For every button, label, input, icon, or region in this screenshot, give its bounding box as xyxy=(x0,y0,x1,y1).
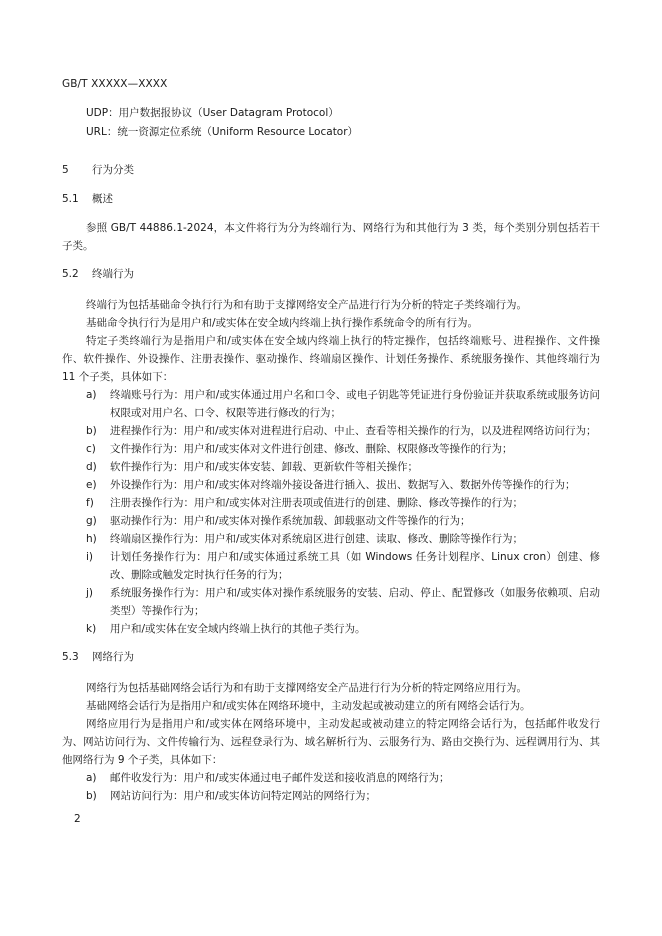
network-behavior-list xyxy=(62,769,600,805)
list-item-text: 软件操作行为：用户和/或实体安装、卸载、更新软件等相关操作； xyxy=(110,461,419,473)
list-item-text: 终端扇区操作行为：用户和/或实体对系统扇区进行创建、读取、修改、删除等操作行为； xyxy=(110,533,524,545)
document-code-header: GB/T XXXXX—XXXX xyxy=(62,78,168,90)
section-number: 5.1 xyxy=(62,193,79,205)
section-title: 行为分类 xyxy=(92,164,134,176)
section-5-2-heading xyxy=(62,265,600,284)
section-title: 终端行为 xyxy=(92,268,134,280)
section-5-1-heading xyxy=(62,190,600,209)
list-item-text: 注册表操作行为：用户和/或实体对注册表项或值进行的创建、删除、修改等操作的行为； xyxy=(110,497,524,509)
list-marker: i) xyxy=(86,551,94,563)
list-marker: f) xyxy=(86,497,94,509)
list-item-text: 用户和/或实体在安全域内终端上执行的其他子类行为。 xyxy=(110,623,366,635)
list-marker: j) xyxy=(86,587,94,599)
list-item-text: 进程操作行为：用户和/或实体对进程进行启动、中止、查看等相关操作的行为，以及进程网络访问行为； xyxy=(110,425,597,437)
list-item-text: 外设操作行为：用户和/或实体对终端外接设备进行插入、拔出、数据写入、数据外传等操作的行为； xyxy=(110,479,576,491)
list-item xyxy=(62,386,600,422)
list-marker: k) xyxy=(86,623,97,635)
page-number: 2 xyxy=(74,813,81,825)
list-item xyxy=(62,494,600,512)
list-item-text: 邮件收发行为：用户和/或实体通过电子邮件发送和接收消息的网络行为； xyxy=(110,772,450,784)
list-item xyxy=(62,584,600,620)
list-marker: d) xyxy=(86,461,97,473)
list-item xyxy=(62,512,600,530)
list-item-text: 网站访问行为：用户和/或实体访问特定网站的网络行为； xyxy=(110,790,377,802)
paragraph: 基础网络会话行为是指用户和/或实体在网络环境中，主动发起或被动建立的所有网络会话行为。 xyxy=(86,700,531,712)
paragraph: 基础命令执行行为是用户和/或实体在安全域内终端上执行操作系统命令的所有行为。 xyxy=(86,317,479,329)
section-title: 概述 xyxy=(92,193,113,205)
paragraph: 特定子类终端行为是指用户和/或实体在安全域内终端上执行的特定操作，包括终端账号、进程操作、文件操作、软件操作、外设操作、注册表操作、驱动操作、终端扇区操作、计划任务操作、系统服务操作、其他终端行为 11 个子类，具体如下： xyxy=(62,335,600,383)
list-marker: c) xyxy=(86,443,96,455)
list-marker: e) xyxy=(86,479,97,491)
paragraph: 网络行为包括基础网络会话行为和有助于支撑网络安全产品进行行为分析的特定网络应用行为。 xyxy=(86,682,527,694)
section-title: 网络行为 xyxy=(92,651,134,663)
list-item xyxy=(62,440,600,458)
section-number: 5.2 xyxy=(62,268,79,280)
paragraph: 网络应用行为是指用户和/或实体在网络环境中，主动发起或被动建立的特定网络会话行为，包括邮件收发行为、网站访问行为、文件传输行为、远程登录行为、域名解析行为、云服务行为、路由交换行为、远程调用行为、其他网络行为 9 个子类，具体如下： xyxy=(62,718,600,766)
section-number: 5.3 xyxy=(62,651,79,663)
page-content xyxy=(62,104,600,805)
section-5-3-heading xyxy=(62,648,600,667)
list-item-text: 计划任务操作行为：用户和/或实体通过系统工具（如 Windows 任务计划程序、Linux cron）创建、修改、删除或触发定时执行任务的行为； xyxy=(110,551,600,581)
list-item xyxy=(62,530,600,548)
list-item-text: 驱动操作行为：用户和/或实体对操作系统加载、卸载驱动文件等操作的行为； xyxy=(110,515,471,527)
paragraph: 终端行为包括基础命令执行行为和有助于支撑网络安全产品进行行为分析的特定子类终端行为。 xyxy=(86,299,527,311)
abbreviation-url: URL：统一资源定位系统（Uniform Resource Locator） xyxy=(86,126,359,138)
list-item xyxy=(62,422,600,440)
paragraph-5-1: 参照 GB/T 44886.1-2024，本文件将行为分为终端行为、网络行为和其他行为 3 类，每个类别分别包括若干子类。 xyxy=(62,222,600,252)
list-marker: b) xyxy=(86,425,97,437)
list-item-text: 终端账号行为：用户和/或实体通过用户名和口令、或电子钥匙等凭证进行身份验证并获取系统或服务访问权限或对用户名、口令、权限等进行修改的行为； xyxy=(110,389,600,419)
list-item xyxy=(62,548,600,584)
section-number: 5 xyxy=(62,164,69,176)
list-item-text: 系统服务操作行为：用户和/或实体对操作系统服务的安装、启动、停止、配置修改（如服务依赖项、启动类型）等操作行为； xyxy=(110,587,600,617)
section-5-heading xyxy=(62,161,600,180)
list-item xyxy=(62,787,600,805)
list-item xyxy=(62,476,600,494)
list-item xyxy=(62,620,600,638)
list-marker: a) xyxy=(86,389,97,401)
list-marker: h) xyxy=(86,533,97,545)
list-item-text: 文件操作行为：用户和/或实体对文件进行创建、修改、删除、权限修改等操作的行为； xyxy=(110,443,513,455)
list-item xyxy=(62,769,600,787)
list-marker: a) xyxy=(86,772,97,784)
list-marker: g) xyxy=(86,515,97,527)
list-item xyxy=(62,458,600,476)
list-marker: b) xyxy=(86,790,97,802)
abbreviation-udp: UDP：用户数据报协议（User Datagram Protocol） xyxy=(86,107,339,119)
terminal-behavior-list xyxy=(62,386,600,638)
